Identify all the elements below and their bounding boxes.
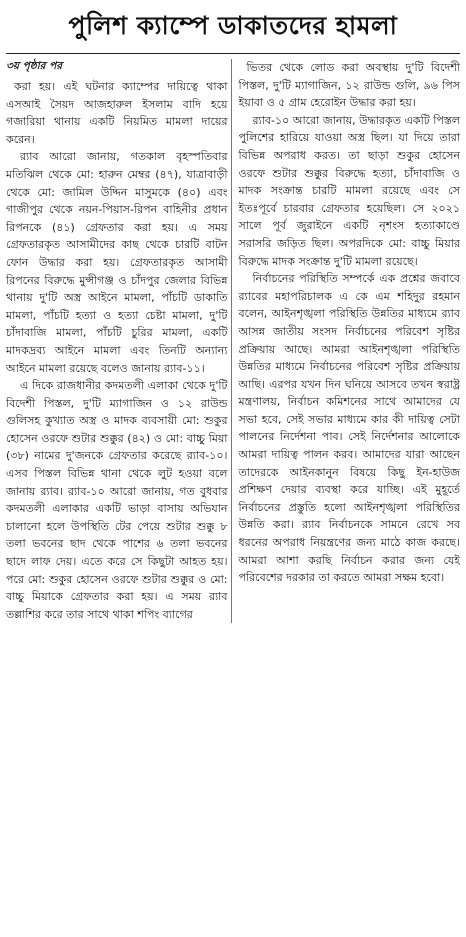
paragraph: র‌্যাব আরো জানায়, গতকাল বৃহস্পতিবার মতিঝিল থেকে মো: হারুন মেম্বর (৪৭), যাত্রাবাড়ী থেকে মো: জামিল উদ্দিন মাসুমকে (৪০) এবং গাজীপুর থেকে নয়ন-পিয়াস-রিপন বাহিনীর প্রধান রিপনকে (৪১) গ্রেফতার করা হয়। এ সময় গ্রেফতারকৃত আসামীদের কাছ থেকে চারটি বাটন ফোন উদ্ধার করা হয়। গ্রেফতারকৃত আসামী রিপনের বিরুদ্ধে মুন্সীগঞ্জ ও চাঁদপুর জেলার বিভিন্ন থানায় দু'টি অস্ত্র আইনে মামলা, পাঁচটি ডাকাতি মামলা, পাঁচটি হত্যা ও হত্যা চেষ্টা মামলা, দু'টি চাঁদাবাজি মামলা, পাঁচটি চুরির মামলা, একটি মাদকদ্রব্য আইনে মামলা এবং তিনটি অন্যান্য আইনে মামলা রয়েছে বলেও জানায় র‌্যাব-১১। — [6, 150, 228, 375]
paragraph: নির্বাচনের পরিস্থিতি সম্পর্কে এক প্রশ্নের জবাবে র‌্যাবের মহাপরিচালক এ কে এম শহিদুর রহমান বলেন, আইনশৃঙ্খলা পরিস্থিতি উন্নতির মাধ্যমে র‌্যাব আসন্ন জাতীয় সংসদ নির্বাচনের পরিবেশ সৃষ্টির প্রক্রিয়ায় আছে। আমরা আইনশৃঙ্খলা পরিস্থিতি উন্নতির মাধ্যমে নির্বাচনের পরিবেশ সৃষ্টির প্রক্রিয়ায় আছি। এরপর যখন দিন ঘনিয়ে আসবে তখন স্বরাষ্ট্র মন্ত্রণালয়, নির্বাচন কমিশনের সাথে আমাদের যে সভা হবে, সেই সভার মাধ্যমে কার কী দায়িত্ব সেটা পালনের নির্দেশনা পাব। সেই নির্দেশনার আলোকে আমরা দায়িত্ব পালন করব। আমাদের যারা আছেন তাদেরকে আইনকানুন বিষয়ে কিছু ইন-হাউজ প্রশিক্ষণ দেয়ার ব্যবস্থা করে যাচ্ছি। এই মুহূর্তে নির্বাচনের প্রস্তুতি হলো আইনশৃঙ্খলা পরিস্থিতির উন্নতি করা। র‌্যাব নির্বাচনকে সামনে রেখে সব ধরনের অপরাধ নিয়ন্ত্রণের জন্য মাঠে কাজ করছে। আমরা আশা করছি নির্বাচন করার জন্য যেই পরিবেশের দরকার তা করতে আমরা সক্ষম হবো। — [238, 272, 460, 585]
paragraph: র‌্যাব-১০ আরো জানায়, উদ্ধারকৃত একটি পিস্তল পুলিশের হারিয়ে যাওয়া অস্ত্র ছিল। যা দিয়ে তারা বিভিন্ন অপরাধ করত। তা ছাড়া শুকুর হোসেন ওরফে শুটার শুক্কুর বিরুদ্ধে হত্যা, চাঁদাবাজি ও মাদক সংক্রান্ত চারটি মামলা রয়েছে এবং সে ইতঃপূর্বে চারবার গ্রেফতার হয়েছিল। সে ২০২১ সালে পূর্ব জুরাইনে একটি নৃশংস হত্যাকাণ্ডে সরাসরি জড়িত ছিল। অপরদিকে মো: বাচ্চু মিয়ার বিরুদ্ধে মাদক সংক্রান্ত দু'টি মামলা রয়েছে। — [238, 113, 460, 268]
headline-bar — [6, 6, 460, 54]
headline: পুলিশ ক্যাম্পে ডাকাতদের হামলা — [68, 11, 398, 40]
paragraph: ভিতর থেকে লোড করা অবস্থায় দু'টি বিদেশী পিস্তল, দু'টি ম্যাগাজিন, ১২ রাউন্ড গুলি, ৯৬ পিস ইয়াবা ও ৫ গ্রাম হেরোইন উদ্ধার করা হয়। — [238, 61, 460, 110]
article-body — [6, 59, 460, 623]
paragraph: করা হয়। এই ঘটনার ক্যাম্পের দায়িত্বে থাকা এসআই সৈয়দ আজহারুল ইসলাম বাদি হয়ে গজারিয়া থানায় একটি নিয়মিত মামলা দায়ের করেন। — [6, 80, 228, 146]
continued-from-label: ৩য় পৃষ্ঠার পর — [6, 60, 63, 72]
column-left — [6, 59, 231, 623]
paragraph: এ দিকে রাজধানীর কদমতলী এলাকা থেকে দু'টি বিদেশী পিস্তল, দু'টি ম্যাগাজিন ও ১২ রাউন্ড গুলিসহ কুখ্যাত অস্ত্র ও মাদক ব্যবসায়ী মো: শুকুর হোসেন ওরফে শুটার শুক্কুর (৪২) ও মো: বাচ্চু মিয়া (৩৮) নামের দু'জনকে গ্রেফতার করেছে র‌্যাব-১০। এসব পিস্তল বিভিন্ন থানা থেকে লুট হওয়া বলে জানায় র‌্যাব। র‌্যাব-১০ আরো জানায়, গত বুধবার কদমতলী এলাকার একটি ভাড়া বাসায় অভিযান চালানো হলে উপস্থিতি টের পেয়ে শুটার শুক্কু ৮ তলা ভবনের ছাদ থেকে পাশের ৬ তলা ভবনের ছাদে লাফ দেয়। এতে করে সে কিছুটা আহত হয়। পরে মো: শুকুর হোসেন ওরফে শুটার শুক্কুর ও মো: বাচ্চু মিয়াকে গ্রেফতার করা হয়। এ সময় র‌্যাব তল্লাশির করে তার সাথে থাকা শপিং ব্যাগের — [6, 379, 228, 621]
column-right — [231, 59, 461, 623]
